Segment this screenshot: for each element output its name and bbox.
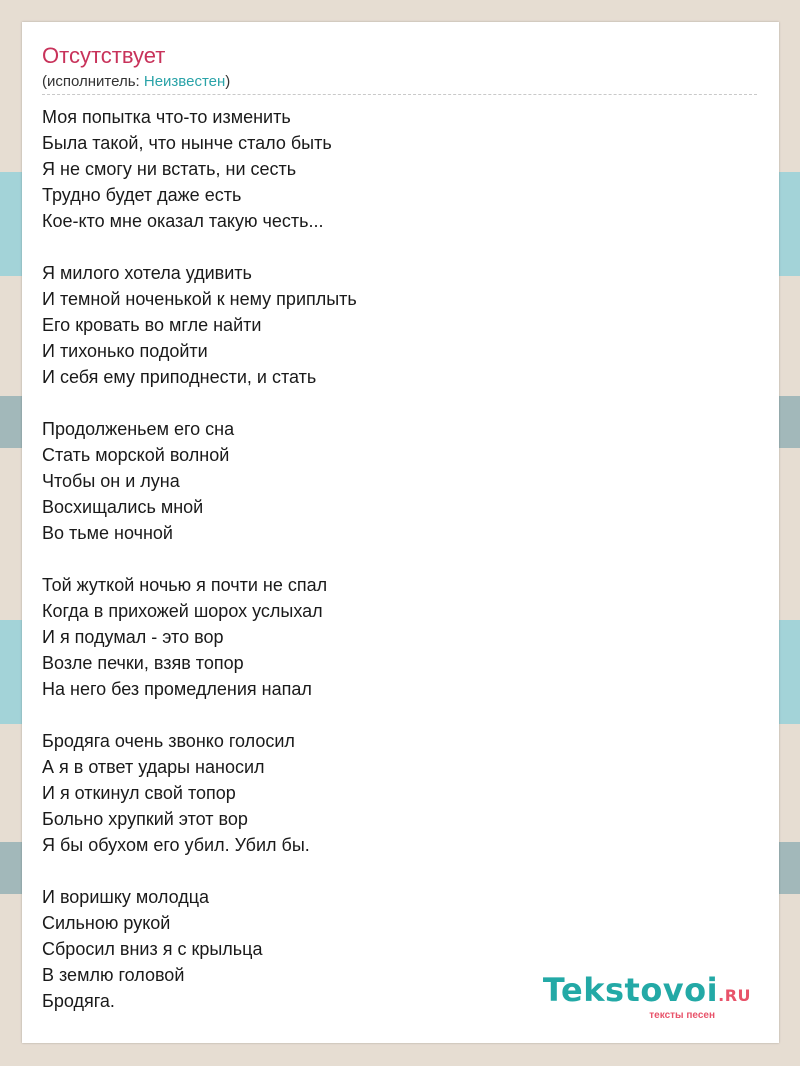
logo-wordmark: Tekstovoi bbox=[542, 971, 719, 1009]
lyric-line: Бродяга очень звонко голосил bbox=[42, 731, 295, 751]
lyric-line: Бродяга. bbox=[42, 991, 115, 1011]
lyric-line: Больно хрупкий этот вор bbox=[42, 809, 248, 829]
lyric-line: Я милого хотела удивить bbox=[42, 263, 252, 283]
lyric-line: Его кровать во мгле найти bbox=[42, 315, 262, 335]
stanza-break bbox=[42, 390, 357, 416]
lyric-line: И я откинул свой топор bbox=[42, 783, 236, 803]
lyric-line: Во тьме ночной bbox=[42, 523, 173, 543]
stanza-break bbox=[42, 702, 357, 728]
lyric-line: Той жуткой ночью я почти не спал bbox=[42, 575, 328, 595]
lyric-line: И тихонько подойти bbox=[42, 341, 208, 361]
artist-suffix: ) bbox=[225, 73, 231, 90]
artist-line bbox=[42, 73, 230, 91]
stanza-break bbox=[42, 546, 357, 572]
lyric-line: И темной ноченькой к нему приплыть bbox=[42, 289, 357, 309]
lyric-line: Сильною рукой bbox=[42, 913, 171, 933]
lyrics-text bbox=[42, 104, 357, 1014]
site-logo[interactable] bbox=[543, 973, 751, 1021]
lyric-line: Я не смогу ни встать, ни сесть bbox=[42, 159, 297, 179]
lyric-line: Кое-кто мне оказал такую честь... bbox=[42, 211, 324, 231]
artist-link[interactable]: Неизвестен bbox=[143, 73, 226, 90]
stanza-break bbox=[42, 234, 357, 260]
lyric-line: И я подумал - это вор bbox=[42, 627, 224, 647]
lyric-line: И себя ему приподнести, и стать bbox=[42, 367, 317, 387]
lyric-line: И воришку молодца bbox=[42, 887, 210, 907]
logo-tagline: тексты песен bbox=[649, 1010, 715, 1021]
lyric-line: Трудно будет даже есть bbox=[42, 185, 242, 205]
title-divider bbox=[42, 94, 757, 95]
song-title: Отсутствует bbox=[42, 43, 166, 68]
lyric-line: Стать морской волной bbox=[42, 445, 230, 465]
artist-prefix: (исполнитель: bbox=[42, 73, 144, 90]
lyric-line: Сбросил вниз я с крыльца bbox=[42, 939, 263, 959]
lyric-line: Была такой, что нынче стало быть bbox=[42, 133, 332, 153]
lyric-line: В землю головой bbox=[42, 965, 185, 985]
stanza-break bbox=[42, 858, 357, 884]
lyric-line: Восхищались мной bbox=[42, 497, 204, 517]
lyric-line: Продолженьем его сна bbox=[42, 419, 235, 439]
lyric-line: Когда в прихожей шорох услыхал bbox=[42, 601, 323, 621]
lyric-line: А я в ответ удары наносил bbox=[42, 757, 265, 777]
lyric-line: Чтобы он и луна bbox=[42, 471, 180, 491]
lyric-line: На него без промедления напал bbox=[42, 679, 312, 699]
logo-tld: .RU bbox=[718, 986, 751, 1005]
lyric-line: Возле печки, взяв топор bbox=[42, 653, 244, 673]
lyric-line: Я бы обухом его убил. Убил бы. bbox=[42, 835, 310, 855]
lyric-line: Моя попытка что-то изменить bbox=[42, 107, 291, 127]
lyrics-card bbox=[22, 22, 779, 1043]
